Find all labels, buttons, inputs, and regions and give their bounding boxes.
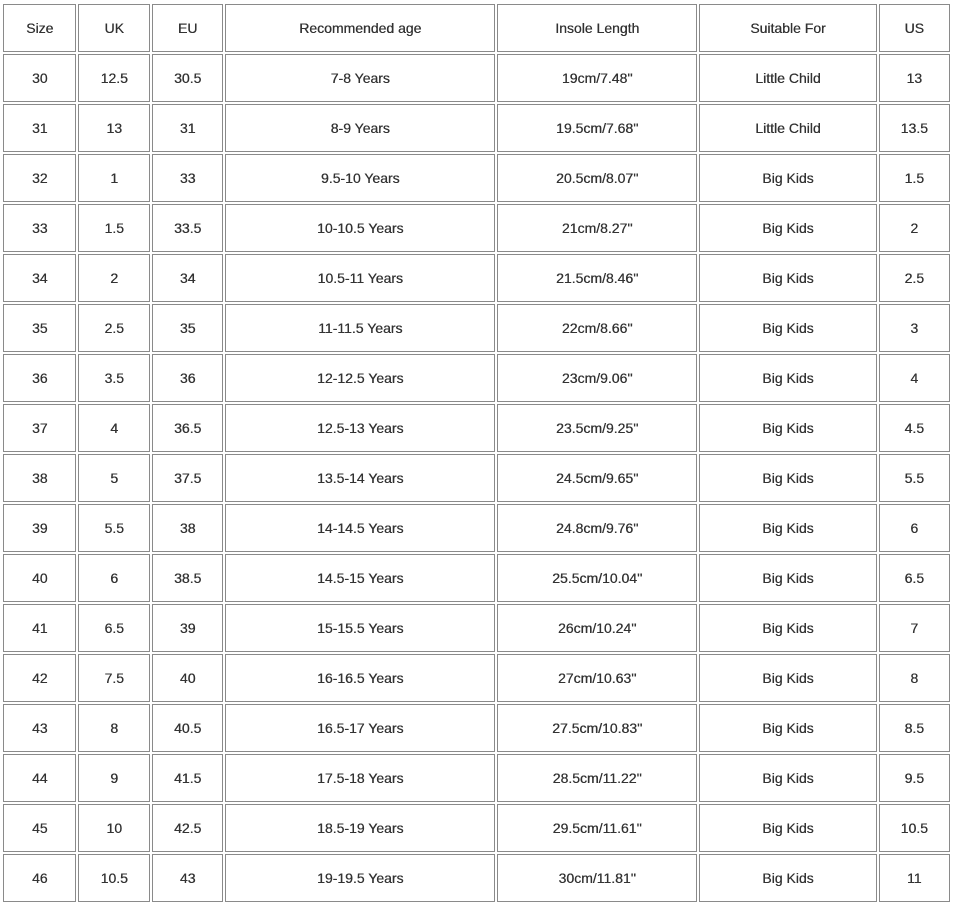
cell-us: 4 (879, 354, 951, 402)
cell-us: 7 (879, 604, 951, 652)
table-row (3, 504, 950, 552)
cell-uk: 5 (78, 454, 149, 502)
cell-eu: 40.5 (152, 704, 223, 752)
cell-us: 9.5 (879, 754, 951, 802)
cell-insole-length: 24.8cm/9.76'' (497, 504, 697, 552)
cell-eu: 36.5 (152, 404, 223, 452)
column-header-suitable-for: Suitable For (699, 4, 876, 52)
cell-size: 36 (3, 354, 76, 402)
table-row (3, 54, 950, 102)
cell-uk: 9 (78, 754, 149, 802)
table-row (3, 204, 950, 252)
table-row (3, 104, 950, 152)
cell-uk: 4 (78, 404, 149, 452)
cell-insole-length: 28.5cm/11.22'' (497, 754, 697, 802)
cell-size: 34 (3, 254, 76, 302)
cell-insole-length: 26cm/10.24'' (497, 604, 697, 652)
cell-uk: 10.5 (78, 854, 149, 902)
cell-uk: 1 (78, 154, 149, 202)
column-header-eu: EU (152, 4, 223, 52)
cell-insole-length: 21cm/8.27'' (497, 204, 697, 252)
header-row (3, 4, 950, 52)
cell-suitable-for: Big Kids (699, 704, 876, 752)
table-row (3, 354, 950, 402)
cell-uk: 1.5 (78, 204, 149, 252)
table-row (3, 754, 950, 802)
cell-uk: 2.5 (78, 304, 149, 352)
table-row (3, 804, 950, 852)
cell-eu: 36 (152, 354, 223, 402)
cell-us: 8 (879, 654, 951, 702)
cell-size: 35 (3, 304, 76, 352)
cell-insole-length: 22cm/8.66'' (497, 304, 697, 352)
cell-suitable-for: Big Kids (699, 654, 876, 702)
column-header-insole-length: Insole Length (497, 4, 697, 52)
cell-size: 41 (3, 604, 76, 652)
cell-insole-length: 23cm/9.06'' (497, 354, 697, 402)
cell-eu: 38 (152, 504, 223, 552)
cell-us: 3 (879, 304, 951, 352)
cell-eu: 42.5 (152, 804, 223, 852)
cell-uk: 12.5 (78, 54, 149, 102)
column-header-recommended-age: Recommended age (225, 4, 495, 52)
cell-suitable-for: Little Child (699, 54, 876, 102)
cell-uk: 2 (78, 254, 149, 302)
cell-us: 6.5 (879, 554, 951, 602)
cell-suitable-for: Big Kids (699, 254, 876, 302)
cell-suitable-for: Big Kids (699, 404, 876, 452)
table-row (3, 454, 950, 502)
cell-size: 31 (3, 104, 76, 152)
cell-us: 8.5 (879, 704, 951, 752)
cell-us: 2.5 (879, 254, 951, 302)
cell-insole-length: 30cm/11.81'' (497, 854, 697, 902)
cell-us: 2 (879, 204, 951, 252)
cell-insole-length: 19cm/7.48'' (497, 54, 697, 102)
cell-insole-length: 29.5cm/11.61'' (497, 804, 697, 852)
cell-recommended-age: 15-15.5 Years (225, 604, 495, 652)
cell-us: 13.5 (879, 104, 951, 152)
cell-recommended-age: 10.5-11 Years (225, 254, 495, 302)
cell-recommended-age: 9.5-10 Years (225, 154, 495, 202)
cell-us: 4.5 (879, 404, 951, 452)
table-row (3, 404, 950, 452)
cell-uk: 6.5 (78, 604, 149, 652)
table-row (3, 304, 950, 352)
cell-us: 5.5 (879, 454, 951, 502)
cell-size: 40 (3, 554, 76, 602)
cell-size: 33 (3, 204, 76, 252)
cell-insole-length: 27.5cm/10.83'' (497, 704, 697, 752)
cell-insole-length: 19.5cm/7.68'' (497, 104, 697, 152)
cell-insole-length: 21.5cm/8.46'' (497, 254, 697, 302)
cell-eu: 40 (152, 654, 223, 702)
cell-recommended-age: 10-10.5 Years (225, 204, 495, 252)
cell-uk: 5.5 (78, 504, 149, 552)
cell-insole-length: 23.5cm/9.25'' (497, 404, 697, 452)
cell-recommended-age: 16-16.5 Years (225, 654, 495, 702)
cell-eu: 34 (152, 254, 223, 302)
cell-suitable-for: Big Kids (699, 304, 876, 352)
cell-size: 45 (3, 804, 76, 852)
cell-us: 10.5 (879, 804, 951, 852)
cell-eu: 37.5 (152, 454, 223, 502)
cell-size: 37 (3, 404, 76, 452)
cell-eu: 43 (152, 854, 223, 902)
cell-size: 32 (3, 154, 76, 202)
cell-uk: 7.5 (78, 654, 149, 702)
cell-recommended-age: 17.5-18 Years (225, 754, 495, 802)
cell-recommended-age: 13.5-14 Years (225, 454, 495, 502)
cell-suitable-for: Big Kids (699, 754, 876, 802)
cell-recommended-age: 12-12.5 Years (225, 354, 495, 402)
size-chart-table (1, 2, 952, 904)
table-row (3, 654, 950, 702)
cell-insole-length: 24.5cm/9.65'' (497, 454, 697, 502)
column-header-uk: UK (78, 4, 149, 52)
cell-suitable-for: Big Kids (699, 204, 876, 252)
cell-eu: 31 (152, 104, 223, 152)
table-row (3, 704, 950, 752)
cell-uk: 13 (78, 104, 149, 152)
cell-uk: 6 (78, 554, 149, 602)
cell-suitable-for: Big Kids (699, 154, 876, 202)
cell-us: 13 (879, 54, 951, 102)
cell-size: 30 (3, 54, 76, 102)
cell-eu: 41.5 (152, 754, 223, 802)
cell-recommended-age: 12.5-13 Years (225, 404, 495, 452)
table-body (3, 54, 950, 902)
cell-size: 43 (3, 704, 76, 752)
cell-eu: 30.5 (152, 54, 223, 102)
cell-eu: 39 (152, 604, 223, 652)
table-row (3, 154, 950, 202)
cell-suitable-for: Little Child (699, 104, 876, 152)
cell-recommended-age: 14-14.5 Years (225, 504, 495, 552)
cell-suitable-for: Big Kids (699, 804, 876, 852)
cell-suitable-for: Big Kids (699, 554, 876, 602)
cell-size: 44 (3, 754, 76, 802)
cell-eu: 33 (152, 154, 223, 202)
cell-eu: 35 (152, 304, 223, 352)
cell-recommended-age: 19-19.5 Years (225, 854, 495, 902)
cell-uk: 10 (78, 804, 149, 852)
table-row (3, 554, 950, 602)
cell-recommended-age: 11-11.5 Years (225, 304, 495, 352)
cell-size: 46 (3, 854, 76, 902)
cell-recommended-age: 7-8 Years (225, 54, 495, 102)
cell-recommended-age: 18.5-19 Years (225, 804, 495, 852)
cell-insole-length: 20.5cm/8.07'' (497, 154, 697, 202)
cell-us: 11 (879, 854, 951, 902)
cell-recommended-age: 8-9 Years (225, 104, 495, 152)
column-header-us: US (879, 4, 951, 52)
column-header-size: Size (3, 4, 76, 52)
table-row (3, 604, 950, 652)
cell-uk: 3.5 (78, 354, 149, 402)
cell-size: 42 (3, 654, 76, 702)
cell-suitable-for: Big Kids (699, 454, 876, 502)
cell-suitable-for: Big Kids (699, 854, 876, 902)
cell-us: 6 (879, 504, 951, 552)
cell-eu: 33.5 (152, 204, 223, 252)
cell-insole-length: 27cm/10.63'' (497, 654, 697, 702)
cell-recommended-age: 16.5-17 Years (225, 704, 495, 752)
cell-suitable-for: Big Kids (699, 354, 876, 402)
cell-eu: 38.5 (152, 554, 223, 602)
cell-suitable-for: Big Kids (699, 504, 876, 552)
cell-recommended-age: 14.5-15 Years (225, 554, 495, 602)
cell-suitable-for: Big Kids (699, 604, 876, 652)
cell-insole-length: 25.5cm/10.04'' (497, 554, 697, 602)
table-row (3, 854, 950, 902)
cell-size: 38 (3, 454, 76, 502)
table-header (3, 4, 950, 52)
cell-uk: 8 (78, 704, 149, 752)
cell-us: 1.5 (879, 154, 951, 202)
cell-size: 39 (3, 504, 76, 552)
table-row (3, 254, 950, 302)
